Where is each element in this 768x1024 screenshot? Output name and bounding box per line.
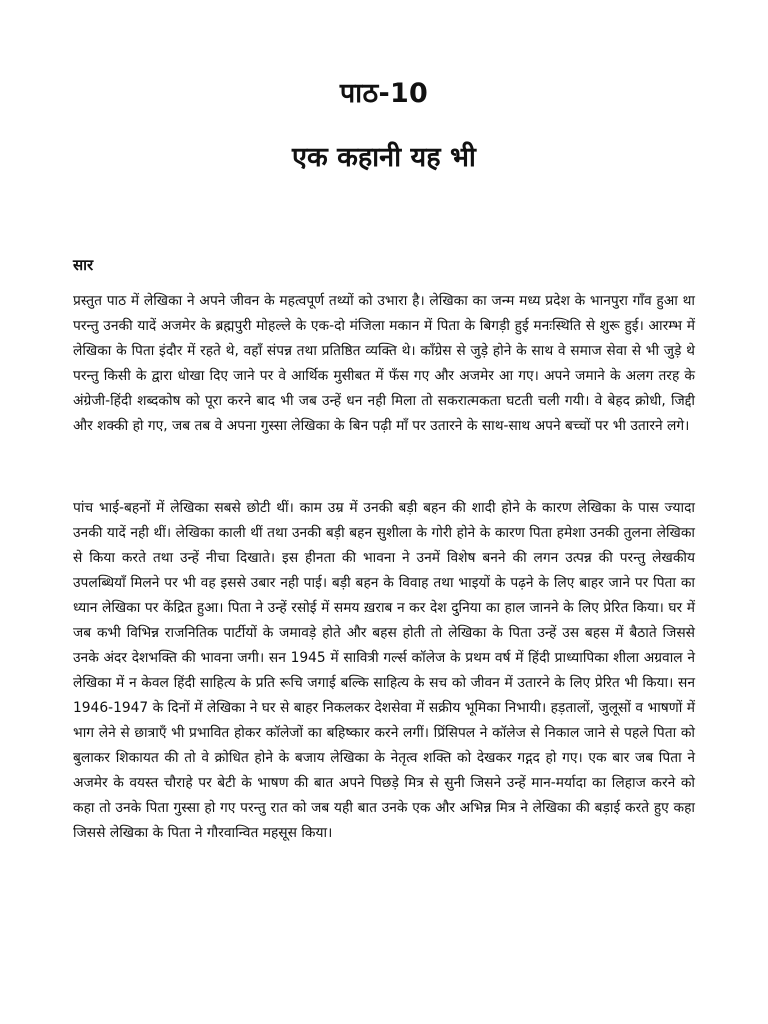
section-heading: सार bbox=[73, 256, 94, 274]
chapter-number: पाठ-10 bbox=[339, 78, 429, 109]
summary-paragraph-1: प्रस्तुत पाठ में लेखिका ने अपने जीवन के महत्वपूर्ण तथ्यों को उभारा है। लेखिका का जन्म मध्य प्रदेश के भानपुरा गाँव हुआ था परन्तु उनकी यादें अजमेर के ब्रह्मपुरी मोहल्ले के एक-दो मंजिला मकान में पिता के बिगड़ी हुई मनःस्थिति से शुरू हुई। आरम्भ में लेखिका के पिता इंदौर में रहते थे, वहाँ संपन्न तथा प्रतिष्ठित व्यक्ति थे। काँग्रेस से जुड़े होने के साथ वे समाज सेवा से भी जुड़े थे परन्तु किसी के द्वारा धोखा दिए जाने पर वे आर्थिक मुसीबत में फँस गए और अजमेर आ गए। अपने जमाने के अलग तरह के अंग्रेजी-हिंदी शब्दकोष को पूरा करने बाद भी जब उन्हें धन नही मिला तो सकरात्मकता घटती चली गयी। वे बेहद क्रोधी, जिद्दी और शक्की हो गए, जब तब वे अपना गुस्सा लेखिका के बिन पढ़ी माँ पर उतारने के साथ-साथ अपने बच्चों पर भी उतारने लगे। bbox=[73, 293, 695, 434]
summary-paragraph-2: पांच भाई-बहनों में लेखिका सबसे छोटी थीं। काम उम्र में उनकी बड़ी बहन की शादी होने के कारण लेखिका के पास ज्यादा उनकी यादें नही थीं। लेखिका काली थीं तथा उनकी बड़ी बहन सुशीला के गोरी होने के कारण पिता हमेशा उनकी तुलना लेखिका से किया करते तथा उन्हें नीचा दिखाते। इस हीनता की भावना ने उनमें विशेष बनने की लगन उत्पन्न की परन्तु लेखकीय उपलब्धियाँ मिलने पर भी वह इससे उबार नही पाई। बड़ी बहन के विवाह तथा भाइयों के पढ़ने के लिए बाहर जाने पर पिता का ध्यान लेखिका पर केंद्रित हुआ। पिता ने उन्हें रसोई में समय ख़राब न कर देश दुनिया का हाल जानने के लिए प्रेरित किया। घर में जब कभी विभिन्न राजनितिक पार्टीयों के जमावड़े होते और बहस होती तो लेखिका के पिता उन्हें उस बहस में बैठाते जिससे उनके अंदर देशभक्ति की भावना जगी। सन 1945 में सावित्री गर्ल्स कॉलेज के प्रथम वर्ष में हिंदी प्राध्यापिका शीला अग्रवाल ने लेखिका में न केवल हिंदी साहित्य के प्रति रूचि जगाई बल्कि साहित्य के सच को जीवन में उतारने के लिए प्रेरित भी किया। सन 1946-1947 के दिनों में लेखिका ने घर से बाहर निकलकर देशसेवा में सक्रीय भूमिका निभायी। हड़तालों, जुलूसों व भाषणों में भाग लेने से छात्राएँ भी प्रभावित होकर कॉलेजों का बहिष्कार करने लगीं। प्रिंसिपल ने कॉलेज से निकाल जाने से पहले पिता को बुलाकर शिकायत की तो वे क्रोधित होने के बजाय लेखिका के नेतृत्व शक्ति को देखकर गद्गद हो गए। एक बार जब पिता ने अजमेर के वयस्त चौराहे पर बेटी के भाषण की बात अपने पिछड़े मित्र से सुनी जिसने उन्हें मान-मर्यादा का लिहाज करने को कहा तो उनके पिता गुस्सा हो गए परन्तु रात को जब यही बात उनके एक और अभिन्न मित्र ने लेखिका की बड़ाई करते हुए कहा जिससे लेखिका के पिता ने गौरवान्वित महसूस किया। bbox=[73, 500, 695, 841]
chapter-title: एक कहानी यह भी bbox=[292, 142, 476, 173]
